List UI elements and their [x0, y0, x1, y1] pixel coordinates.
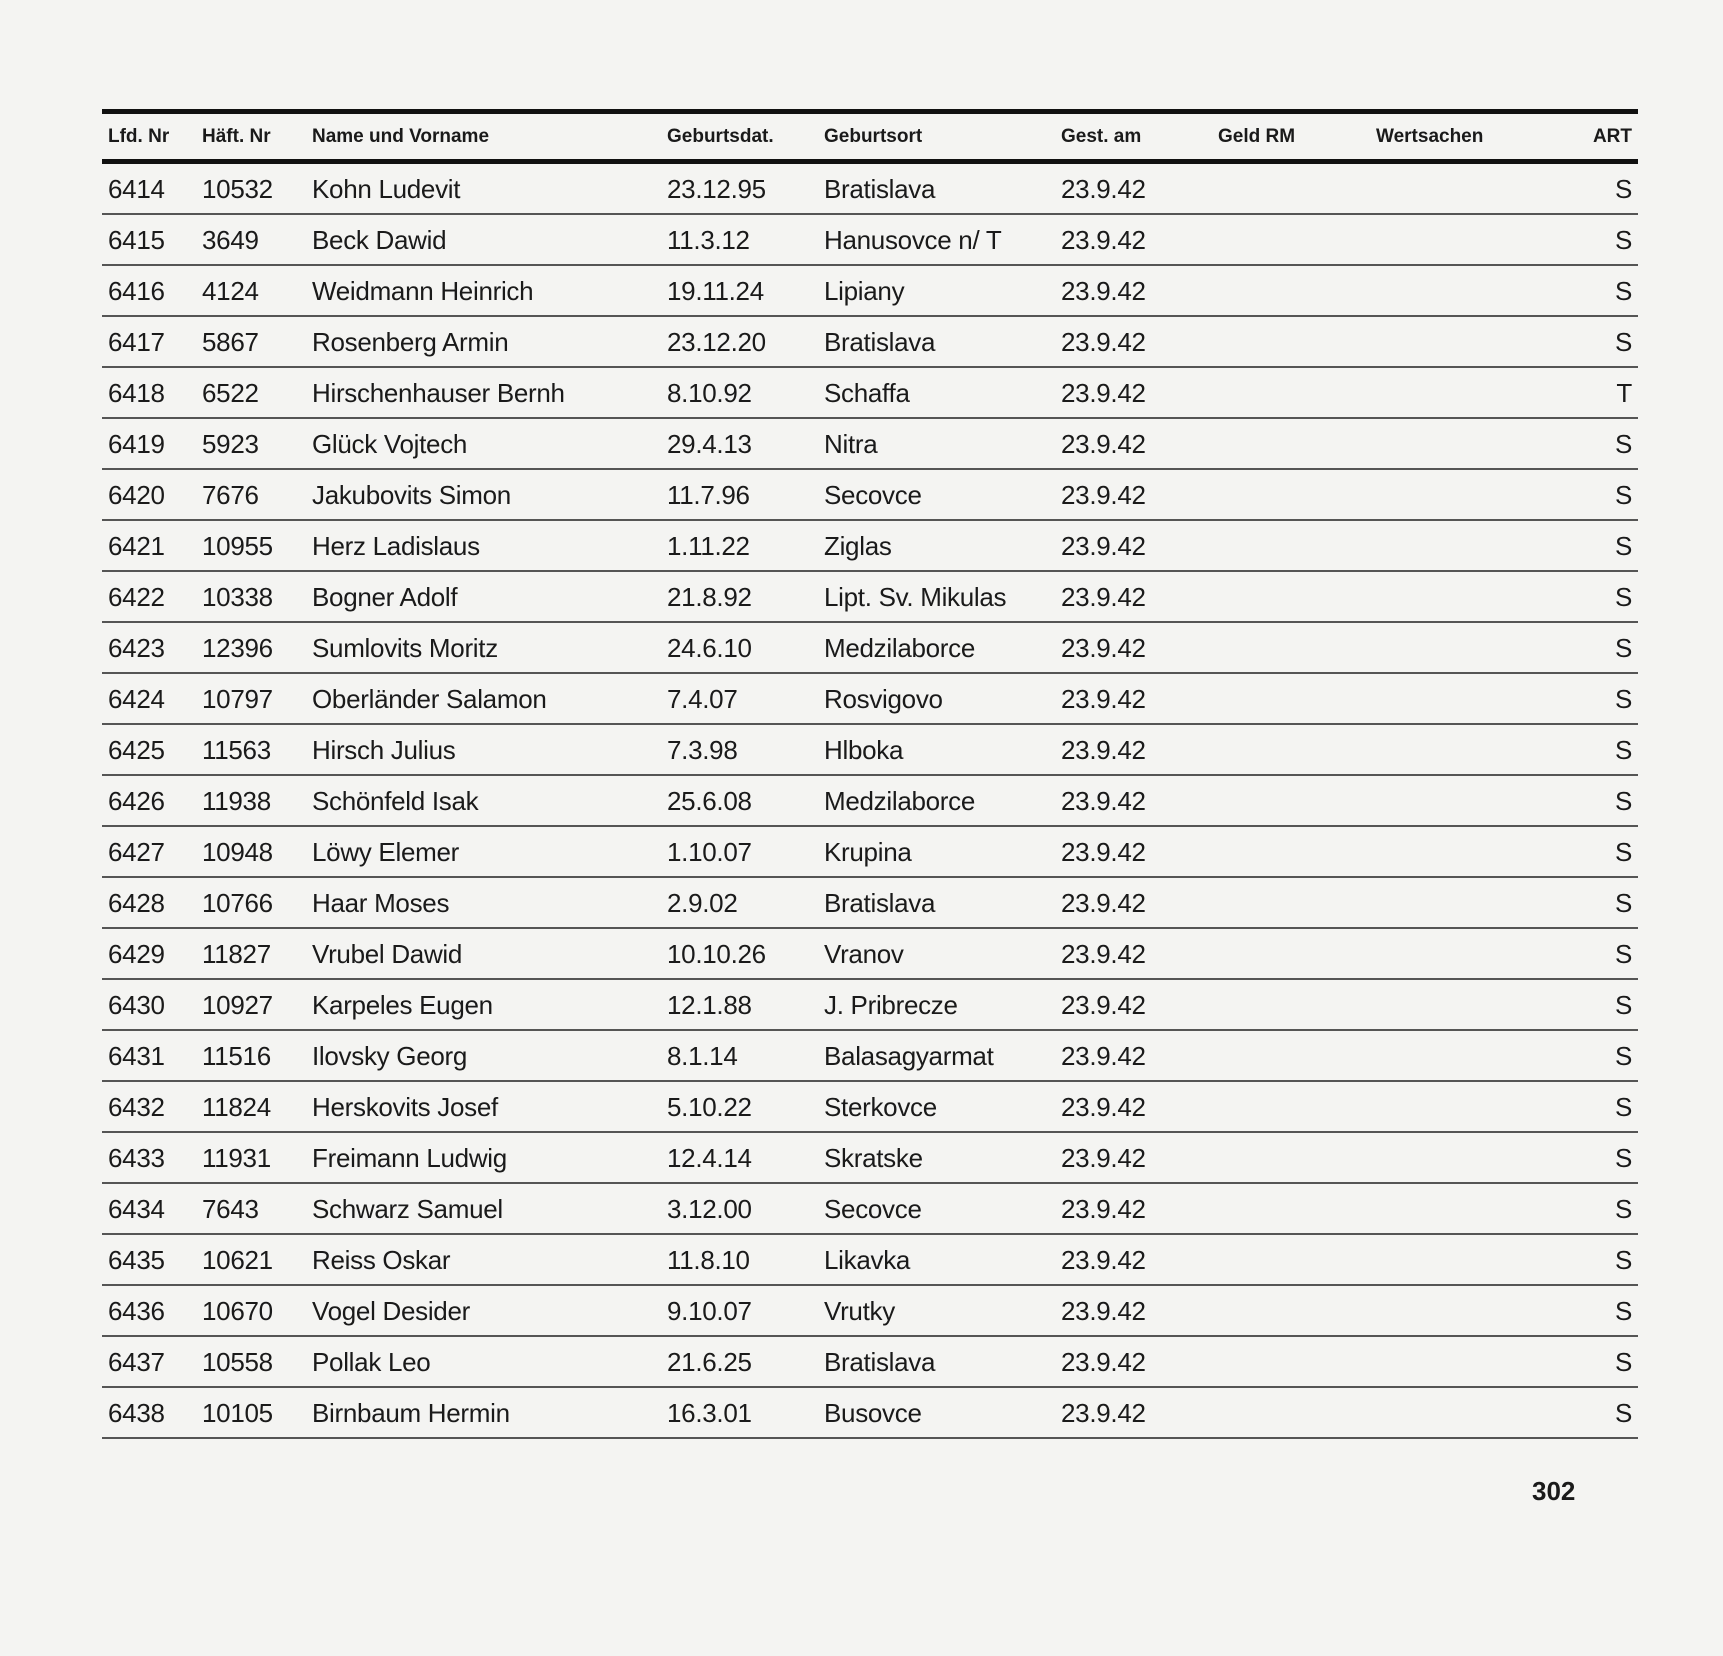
cell-name: Hirschenhauser Bernh: [312, 378, 565, 408]
table-row: [102, 419, 1638, 470]
cell-name: Pollak Leo: [312, 1347, 431, 1377]
cell-lfd-nr: 6418: [108, 378, 165, 408]
cell-name: Ilovsky Georg: [312, 1041, 468, 1071]
cell-lfd-nr: 6437: [108, 1347, 165, 1377]
cell-haeft-nr: 11827: [202, 939, 271, 969]
cell-name: Vrubel Dawid: [312, 939, 463, 969]
table-row: [102, 725, 1638, 776]
cell-name: Reiss Oskar: [312, 1245, 451, 1275]
cell-lfd-nr: 6426: [108, 786, 165, 816]
cell-gest-am: 23.9.42: [1061, 888, 1146, 918]
table-row: [102, 317, 1638, 368]
header-geld-rm: Geld RM: [1218, 126, 1296, 147]
cell-geburtsort: Secovce: [824, 480, 922, 510]
cell-art: S: [1614, 1041, 1632, 1071]
cell-lfd-nr: 6438: [108, 1398, 165, 1428]
cell-haeft-nr: 5867: [202, 327, 259, 357]
cell-gest-am: 23.9.42: [1061, 327, 1146, 357]
cell-geburtsdat: 2.9.02: [667, 888, 738, 918]
header-lfd-nr: Lfd. Nr: [108, 126, 170, 147]
cell-name: Karpeles Eugen: [312, 990, 493, 1020]
cell-name: Haar Moses: [312, 888, 450, 918]
cell-geburtsdat: 19.11.24: [667, 276, 764, 306]
cell-art: S: [1614, 582, 1632, 612]
cell-lfd-nr: 6429: [108, 939, 165, 969]
cell-name: Bogner Adolf: [312, 582, 458, 612]
cell-name: Jakubovits Simon: [312, 480, 511, 510]
cell-geburtsort: Bratislava: [824, 888, 936, 918]
table-row: [102, 623, 1638, 674]
cell-gest-am: 23.9.42: [1061, 1194, 1146, 1224]
cell-gest-am: 23.9.42: [1061, 276, 1146, 306]
cell-geburtsort: Hanusovce n/ T: [824, 225, 1002, 255]
header-name: Name und Vorname: [312, 126, 490, 147]
cell-haeft-nr: 10955: [202, 531, 273, 561]
cell-geburtsort: Ziglas: [824, 531, 892, 561]
cell-name: Freimann Ludwig: [312, 1143, 507, 1173]
cell-art: T: [1616, 378, 1632, 408]
cell-gest-am: 23.9.42: [1061, 582, 1146, 612]
table-row: [102, 1031, 1638, 1082]
cell-haeft-nr: 11938: [202, 786, 271, 816]
cell-geburtsort: Schaffa: [824, 378, 910, 408]
cell-lfd-nr: 6434: [108, 1194, 165, 1224]
cell-name: Schönfeld Isak: [312, 786, 479, 816]
cell-haeft-nr: 10766: [202, 888, 273, 918]
cell-gest-am: 23.9.42: [1061, 378, 1146, 408]
cell-geburtsdat: 7.3.98: [667, 735, 738, 765]
table-row: [102, 164, 1638, 215]
cell-gest-am: 23.9.42: [1061, 1041, 1146, 1071]
cell-haeft-nr: 5923: [202, 429, 259, 459]
cell-art: S: [1614, 429, 1632, 459]
cell-name: Kohn Ludevit: [312, 174, 461, 204]
cell-art: S: [1614, 1398, 1632, 1428]
header-geburtsdat: Geburtsdat.: [667, 126, 774, 147]
cell-lfd-nr: 6417: [108, 327, 165, 357]
cell-geburtsdat: 10.10.26: [667, 939, 766, 969]
cell-gest-am: 23.9.42: [1061, 786, 1146, 816]
cell-art: S: [1614, 735, 1632, 765]
cell-geburtsdat: 23.12.20: [667, 327, 766, 357]
cell-geburtsdat: 23.12.95: [667, 174, 766, 204]
table-row: [102, 470, 1638, 521]
cell-gest-am: 23.9.42: [1061, 1092, 1146, 1122]
table-row: [102, 929, 1638, 980]
cell-gest-am: 23.9.42: [1061, 684, 1146, 714]
cell-geburtsort: Nitra: [824, 429, 878, 459]
cell-gest-am: 23.9.42: [1061, 1245, 1146, 1275]
cell-geburtsort: Balasagyarmat: [824, 1041, 994, 1071]
page-number: 302: [1532, 1476, 1576, 1506]
cell-geburtsort: Medzilaborce: [824, 786, 976, 816]
cell-lfd-nr: 6422: [108, 582, 165, 612]
cell-art: S: [1614, 1092, 1632, 1122]
cell-geburtsdat: 21.6.25: [667, 1347, 752, 1377]
cell-geburtsort: Lipiany: [824, 276, 905, 306]
cell-geburtsort: Skratske: [824, 1143, 923, 1173]
cell-lfd-nr: 6428: [108, 888, 165, 918]
cell-geburtsort: Lipt. Sv. Mikulas: [824, 582, 1007, 612]
cell-geburtsdat: 5.10.22: [667, 1092, 752, 1122]
cell-geburtsdat: 3.12.00: [667, 1194, 752, 1224]
cell-name: Herskovits Josef: [312, 1092, 498, 1122]
cell-geburtsdat: 24.6.10: [667, 633, 752, 663]
cell-gest-am: 23.9.42: [1061, 735, 1146, 765]
cell-haeft-nr: 7676: [202, 480, 259, 510]
cell-gest-am: 23.9.42: [1061, 837, 1146, 867]
table-row: [102, 368, 1638, 419]
cell-haeft-nr: 7643: [202, 1194, 259, 1224]
cell-gest-am: 23.9.42: [1061, 429, 1146, 459]
cell-geburtsdat: 11.7.96: [667, 480, 750, 510]
cell-geburtsdat: 16.3.01: [667, 1398, 752, 1428]
cell-gest-am: 23.9.42: [1061, 480, 1146, 510]
table-row: [102, 521, 1638, 572]
cell-geburtsort: Busovce: [824, 1398, 922, 1428]
cell-name: Oberländer Salamon: [312, 684, 547, 714]
table-row: [102, 674, 1638, 725]
cell-geburtsort: Hlboka: [824, 735, 904, 765]
cell-gest-am: 23.9.42: [1061, 1347, 1146, 1377]
cell-lfd-nr: 6431: [108, 1041, 165, 1071]
cell-haeft-nr: 4124: [202, 276, 259, 306]
table-row: [102, 827, 1638, 878]
table-row: [102, 1286, 1638, 1337]
table-row: [102, 1133, 1638, 1184]
cell-geburtsdat: 11.3.12: [667, 225, 750, 255]
cell-name: Herz Ladislaus: [312, 531, 480, 561]
cell-lfd-nr: 6423: [108, 633, 165, 663]
cell-art: S: [1614, 1245, 1632, 1275]
cell-name: Hirsch Julius: [312, 735, 456, 765]
cell-lfd-nr: 6424: [108, 684, 165, 714]
cell-art: S: [1614, 1194, 1632, 1224]
header-geburtsort: Geburtsort: [824, 126, 923, 147]
cell-gest-am: 23.9.42: [1061, 633, 1146, 663]
cell-gest-am: 23.9.42: [1061, 1398, 1146, 1428]
cell-geburtsort: Krupina: [824, 837, 912, 867]
cell-geburtsdat: 21.8.92: [667, 582, 752, 612]
header-haeft-nr: Häft. Nr: [202, 126, 271, 147]
cell-haeft-nr: 10105: [202, 1398, 273, 1428]
cell-art: S: [1614, 276, 1632, 306]
cell-lfd-nr: 6435: [108, 1245, 165, 1275]
cell-geburtsdat: 12.1.88: [667, 990, 752, 1020]
cell-geburtsort: Bratislava: [824, 1347, 936, 1377]
cell-geburtsdat: 11.8.10: [667, 1245, 750, 1275]
cell-lfd-nr: 6432: [108, 1092, 165, 1122]
cell-name: Löwy Elemer: [312, 837, 459, 867]
cell-geburtsdat: 12.4.14: [667, 1143, 752, 1173]
cell-geburtsort: Secovce: [824, 1194, 922, 1224]
cell-haeft-nr: 11824: [202, 1092, 271, 1122]
cell-art: S: [1614, 684, 1632, 714]
table-row: [102, 1184, 1638, 1235]
cell-geburtsort: Vrutky: [824, 1296, 895, 1326]
cell-lfd-nr: 6419: [108, 429, 165, 459]
cell-haeft-nr: 10338: [202, 582, 273, 612]
cell-name: Rosenberg Armin: [312, 327, 509, 357]
cell-art: S: [1614, 174, 1632, 204]
table-body: [102, 164, 1638, 1439]
table-header: [102, 114, 1638, 159]
cell-geburtsort: Sterkovce: [824, 1092, 937, 1122]
cell-geburtsdat: 25.6.08: [667, 786, 752, 816]
table-row: [102, 266, 1638, 317]
cell-gest-am: 23.9.42: [1061, 225, 1146, 255]
cell-haeft-nr: 10948: [202, 837, 273, 867]
cell-haeft-nr: 10670: [202, 1296, 273, 1326]
cell-lfd-nr: 6416: [108, 276, 165, 306]
cell-name: Schwarz Samuel: [312, 1194, 503, 1224]
cell-name: Weidmann Heinrich: [312, 276, 534, 306]
cell-geburtsort: Bratislava: [824, 327, 936, 357]
cell-geburtsort: Rosvigovo: [824, 684, 943, 714]
cell-art: S: [1614, 1143, 1632, 1173]
table-row: [102, 1235, 1638, 1286]
cell-art: S: [1614, 990, 1632, 1020]
cell-name: Vogel Desider: [312, 1296, 470, 1326]
cell-art: S: [1614, 225, 1632, 255]
cell-gest-am: 23.9.42: [1061, 174, 1146, 204]
table-row: [102, 1388, 1638, 1439]
header-art: ART: [1592, 126, 1632, 147]
table-row: [102, 776, 1638, 827]
cell-gest-am: 23.9.42: [1061, 531, 1146, 561]
cell-geburtsort: J. Pribrecze: [824, 990, 958, 1020]
cell-name: Birnbaum Hermin: [312, 1398, 510, 1428]
cell-haeft-nr: 11563: [202, 735, 271, 765]
header-wertsachen: Wertsachen: [1376, 126, 1484, 147]
cell-art: S: [1614, 939, 1632, 969]
cell-art: S: [1614, 1296, 1632, 1326]
cell-lfd-nr: 6427: [108, 837, 165, 867]
cell-art: S: [1614, 327, 1632, 357]
cell-haeft-nr: 11931: [202, 1143, 271, 1173]
table-row: [102, 1337, 1638, 1388]
cell-lfd-nr: 6414: [108, 174, 165, 204]
cell-gest-am: 23.9.42: [1061, 939, 1146, 969]
table-row: [102, 572, 1638, 623]
cell-lfd-nr: 6421: [108, 531, 165, 561]
cell-haeft-nr: 6522: [202, 378, 259, 408]
cell-art: S: [1614, 531, 1632, 561]
cell-geburtsdat: 8.10.92: [667, 378, 752, 408]
cell-art: S: [1614, 837, 1632, 867]
cell-geburtsort: Vranov: [824, 939, 904, 969]
cell-haeft-nr: 10797: [202, 684, 273, 714]
cell-geburtsort: Likavka: [824, 1245, 911, 1275]
table-row: [102, 215, 1638, 266]
cell-geburtsdat: 7.4.07: [667, 684, 738, 714]
cell-lfd-nr: 6436: [108, 1296, 165, 1326]
cell-geburtsort: Bratislava: [824, 174, 936, 204]
table-row: [102, 1082, 1638, 1133]
prisoner-register-table: [102, 109, 1638, 1439]
cell-lfd-nr: 6430: [108, 990, 165, 1020]
table-row: [102, 980, 1638, 1031]
cell-haeft-nr: 10532: [202, 174, 273, 204]
cell-geburtsdat: 1.11.22: [667, 531, 750, 561]
cell-art: S: [1614, 786, 1632, 816]
cell-lfd-nr: 6420: [108, 480, 165, 510]
cell-name: Glück Vojtech: [312, 429, 468, 459]
cell-lfd-nr: 6433: [108, 1143, 165, 1173]
cell-art: S: [1614, 480, 1632, 510]
cell-name: Sumlovits Moritz: [312, 633, 498, 663]
cell-gest-am: 23.9.42: [1061, 1296, 1146, 1326]
cell-art: S: [1614, 888, 1632, 918]
cell-geburtsdat: 1.10.07: [667, 837, 752, 867]
cell-geburtsdat: 8.1.14: [667, 1041, 738, 1071]
cell-lfd-nr: 6425: [108, 735, 165, 765]
cell-art: S: [1614, 633, 1632, 663]
header-gest-am: Gest. am: [1061, 126, 1142, 147]
cell-gest-am: 23.9.42: [1061, 990, 1146, 1020]
cell-gest-am: 23.9.42: [1061, 1143, 1146, 1173]
cell-geburtsdat: 29.4.13: [667, 429, 752, 459]
table-row: [102, 878, 1638, 929]
cell-geburtsdat: 9.10.07: [667, 1296, 752, 1326]
cell-haeft-nr: 10621: [202, 1245, 273, 1275]
cell-haeft-nr: 12396: [202, 633, 273, 663]
cell-haeft-nr: 11516: [202, 1041, 271, 1071]
cell-lfd-nr: 6415: [108, 225, 165, 255]
cell-haeft-nr: 10927: [202, 990, 273, 1020]
cell-name: Beck Dawid: [312, 225, 447, 255]
cell-geburtsort: Medzilaborce: [824, 633, 976, 663]
cell-haeft-nr: 10558: [202, 1347, 273, 1377]
cell-haeft-nr: 3649: [202, 225, 259, 255]
cell-art: S: [1614, 1347, 1632, 1377]
